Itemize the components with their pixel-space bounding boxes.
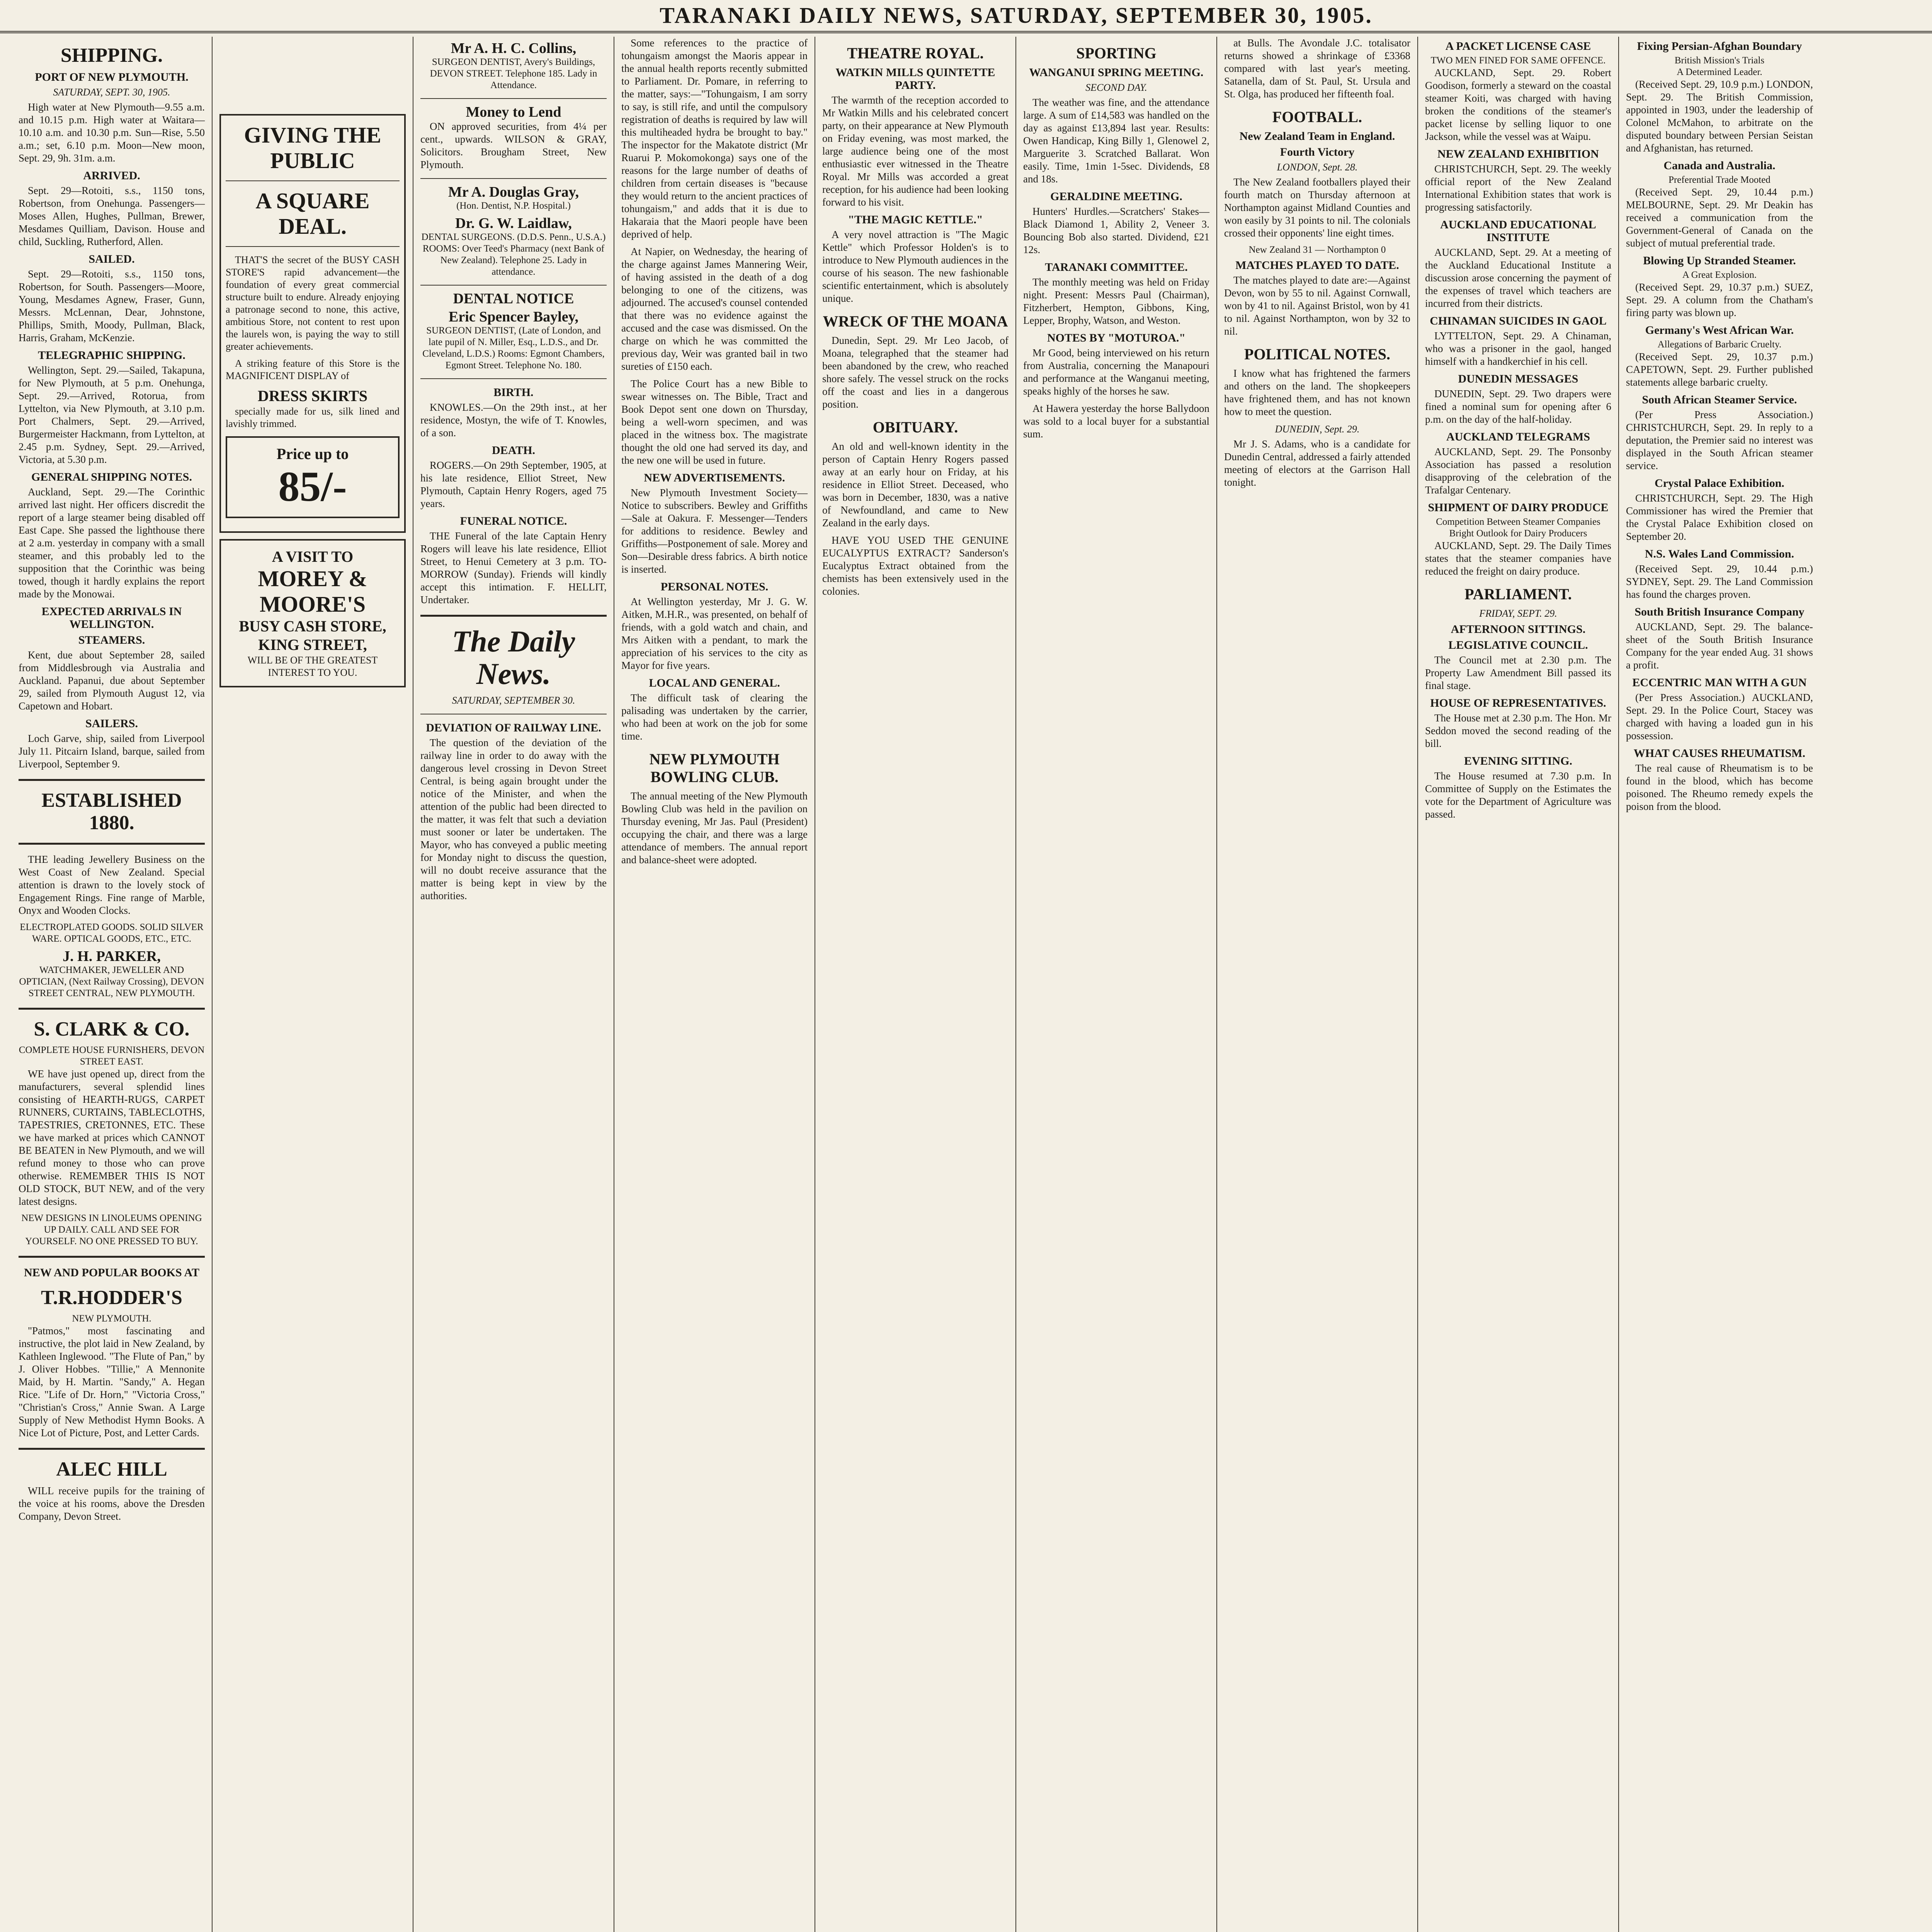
local-text: The difficult task of clearing the palisading was undertaken by the carrier, who had been at work on the job for some time. [621,692,808,742]
parliament-sub: AFTERNOON SITTINGS. [1451,623,1586,636]
dunedin-text: Mr J. S. Adams, who is a candidate for Dunedin Central, addressed a fairly attended meeting of electors at the Garrison Hall tonight. [1224,438,1410,488]
arrived-heading: ARRIVED. [83,169,140,182]
parliament-date: FRIDAY, SEPT. 29. [1479,608,1557,619]
morey-name: MOREY & MOORE'S [258,566,367,617]
visit: A VISIT TO [272,548,354,565]
telegrams-heading: AUCKLAND TELEGRAMS [1446,430,1590,443]
theatre-text: The warmth of the reception accorded to Mr Watkin Mills and his celebrated concert party, on their appearance at New Plymouth on Friday evening, was most marked, the large audience being one of the most enthusiastic ever witnessed in the Theatre Royal. Mr Mills was accorded a great reception, for his audience had been looking forward to his visit. [822,94,1009,208]
column-cables [1619,37,1820,1932]
price-value: 85/- [278,463,347,510]
bowling-text: The annual meeting of the New Plymouth Bowling Club was held in the pavilion on Thursday evening, Mr Jas. Paul (President) occupying the chair, and there was a large attendance of members. The annual report and balance-sheet were adopted. [621,790,808,866]
dairy-sub: Competition Between Steamer Companies [1436,517,1600,527]
rheumatism-text: The real cause of Rheumatism is to be found in the blood, which has become poisoned. The Rheumo remedy expels the poison from the blood. [1626,762,1813,812]
eucalyptus-text: HAVE YOU USED THE GENUINE EUCALYPTUS EXTRACT? Sanderson's Eucalyptus Extract obtained from the chemists has been extensively used in the colonies. [822,534,1009,597]
parliament-heading: PARLIAMENT. [1464,585,1572,603]
committee-text: The monthly meeting was held on Friday night. Present: Messrs Paul (Chairman), Fitzherbert, Hempton, Gibbons, King, Lepper, Brophy, Watson, and Weston. [1023,276,1209,326]
educational-heading: AUCKLAND EDUCATIONAL INSTITUTE [1440,218,1596,244]
clark-line: COMPLETE HOUSE FURNISHERS, DEVON STREET EAST. [19,1045,205,1067]
column-local [614,37,815,1932]
dairy-text: AUCKLAND, Sept. 29. The Daily Times states that the steamer companies have reduced the freight on dairy produce. [1425,540,1611,577]
legislative-text: The Council met at 2.30 p.m. The Property Law Amendment Bill passed its final stage. [1425,654,1611,691]
page-columns [12,37,1932,1932]
legislative-heading: LEGISLATIVE COUNCIL. [1448,639,1588,651]
local-heading: LOCAL AND GENERAL. [649,677,780,689]
chinaman-heading: CHINAMAN SUICIDES IN GAOL [1430,315,1607,327]
shipping-date: SATURDAY, SEPT. 30, 1905. [53,87,170,98]
birth-heading: BIRTH. [493,386,534,399]
death-text: ROGERS.—On 29th September, 1905, at his late residence, Elliot Street, New Plymouth, Captain Henry Rogers, aged 75 years. [420,459,607,509]
parker-line: WATCHMAKER, JEWELLER AND OPTICIAN, (Next Railway Crossing), DEVON STREET CENTRAL, NEW PLYMOUTH. [19,965,204,998]
matches-text: The matches played to date are:—Against Devon, won by 55 to nil. Against Cornwall, won by 41 to nil. Against Bristol, won by 41 to nil. Against Northampton, won by 32 to nil. [1224,274,1410,337]
evening-heading: EVENING SITTING. [1464,755,1573,767]
hodder-name: T.R.HODDER'S [41,1287,182,1309]
tides: High water at New Plymouth—9.55 a.m. and 10.15 p.m. High water at Waitara—10.10 a.m. and 10.30 p.m. Sun—Rise, 5.50 a.m.; set, 6.10 p.m. Moon—New moon, Sept. 29, 9h. 31m. a.m. [19,101,205,164]
dress-skirts: DRESS SKIRTS [257,387,368,405]
police-text: The Police Court has a new Bible to swear witnesses on. The Bible, Tract and Book Depot sent one down on Thursday, being a well-worn specimen, and was placed in the witness box. The magistrate thought the old one had served its day, and the new one will be used in future. [621,378,808,466]
theatre-heading: THEATRE ROYAL. [847,44,984,62]
representatives-heading: HOUSE OF REPRESENTATIVES. [1430,697,1606,709]
football-scores: New Zealand 31 — Northampton 0 [1248,245,1386,255]
general-heading: GENERAL SHIPPING NOTES. [31,471,192,483]
steamer-heading: South African Steamer Service. [1642,393,1797,406]
laidlaw-lines: DENTAL SURGEONS. (D.D.S. Penn., U.S.A.) ROOMS: Over Teed's Pharmacy (next Bank of New Zealand). Telephone 25. Lady in attendance. [421,232,606,277]
sporting-text: The weather was fine, and the attendance large. A sum of £14,583 was handled on the day as against £13,894 last year. Results: Owen Handicap, King Billy 1, Glenowel 2, Marguerite 3. Scratched Ballarat. Won easily. Time, 1min 1-5sec. Dividends, £8 and 18s. [1023,97,1209,185]
council-text: At Napier, on Wednesday, the hearing of the charge against James Mannering Weir, of having assisted in the death of a dog belonging to one of the citizens, was adjourned. The accused's counsel contended that there was no evidence against the accused and the case was dismissed. On the charge on which he was committed the previous day, Weir was granted bail in two sureties of £150 each. [621,246,808,372]
sailed-heading: SAILED. [88,253,135,265]
clark-name: S. CLARK & CO. [34,1018,190,1040]
hill-text: WILL receive pupils for the training of the voice at his rooms, above the Dresden Company, Devon Street. [19,1485,205,1522]
gun-text: (Per Press Association.) AUCKLAND, Sept. 29. In the Police Court, Stacey was charged with having a loaded gun in his possession. [1626,692,1813,742]
telegraphic-text: Wellington, Sept. 29.—Sailed, Takapuna, for New Plymouth, at 5 p.m. Onehunga, Sept. 29.—Arrived, Rotorua, from Lyttelton, via New Plymouth, at 3.10 p.m. Port Chalmers, Sept. 29.—Arrived, Burgermeister Hackmann, from Lyttelton, at 2.45 p.m. Sydney, Sept. 29.—Arrived, Victoria, at 5.30 p.m. [19,364,205,465]
persian-text: (Received Sept. 29, 10.9 p.m.) LONDON, Sept. 29. The British Commission, appointed in 1903, under the leadership of Colonel McMahon, to arbitrate on the disputed boundary between Persian Seistan and Afghanistan, has returned. [1626,78,1813,154]
football-heading: FOOTBALL. [1272,108,1362,126]
laidlaw-name: Dr. G. W. Laidlaw, [455,215,572,231]
crystal-heading: Crystal Palace Exhibition. [1655,477,1784,490]
packet-sub: TWO MEN FINED FOR SAME OFFENCE. [1430,55,1606,66]
dairy-sub2: Bright Outlook for Dairy Producers [1449,528,1587,539]
collins-lines: SURGEON DENTIST, Avery's Buildings, DEVON STREET. Telephone 185. Lady in Attendance. [430,57,597,90]
gray-name: Mr A. Douglas Gray, [448,184,579,200]
educational-text: AUCKLAND, Sept. 29. At a meeting of the Auckland Educational Institute a discussion arose concerning the payment of the expenses of travel which teachers are incurred from their districts. [1425,247,1611,309]
column-ads [213,37,413,1932]
bayley-lines: SURGEON DENTIST, (Late of London, and late pupil of N. Miller, Esq., L.D.S., and Dr. Cleveland, L.D.S.) Rooms: Egmont Chambers, Egmont Street. Telephone No. 180. [422,325,605,371]
column-sporting [1016,37,1217,1932]
shipping-heading: SHIPPING. [60,44,163,66]
telegrams-text: AUCKLAND, Sept. 29. The Ponsonby Association has passed a resolution disapproving of the celebration of the Trafalgar Centenary. [1425,446,1611,496]
funeral-text: THE Funeral of the late Captain Henry Rogers will leave his late residence, Elliot Street, to Henui Cemetery at 3 p.m. TO-MORROW (Sunday). Friends will kindly accept this intimation. F. HELLIT, Undertaker. [420,530,607,605]
rheumatism-heading: WHAT CAUSES RHEUMATISM. [1633,747,1806,760]
gun-heading: ECCENTRIC MAN WITH A GUN [1632,676,1807,689]
moana-text: Dunedin, Sept. 29. Mr Leo Jacob, of Moana, telegraphed that the steamer had been abandoned by the crew, who reached shore safely. The vessel struck on the rocks off the coast and lies in a dangerous position. [822,335,1009,410]
exhibition-heading: NEW ZEALAND EXHIBITION [1437,148,1599,160]
theatre-sub: WATKIN MILLS QUINTETTE PARTY. [835,66,995,92]
morey-line2: KING STREET, [258,636,367,653]
masthead: TARANAKI DAILY NEWS, SATURDAY, SEPTEMBER 30, 1905. [0,0,1932,33]
geraldine-text: Hunters' Hurdles.—Scratchers' Stakes—Black Diamond 1, Ability 2, Veneer 3. Bouncing Bob also started. Dividend, £21 12s. [1023,206,1209,255]
dairy-heading: SHIPMENT OF DAIRY PRODUCE [1428,501,1609,514]
insurance-text: AUCKLAND, Sept. 29. The balance-sheet of the South British Insurance Company for the year ended Aug. 31 shows a profit. [1626,621,1813,671]
hodder-line: NEW PLYMOUTH. [72,1313,151,1324]
giving-line1: GIVING THE PUBLIC [244,122,381,173]
sporting-cont: at Bulls. The Avondale J.C. totalisator returns showed a shrinkage of £3368 compared with last year's meeting. Satanella, dam of St. Paul, St. Ursula and St. Olga, has produced her fifteenth foal. [1224,37,1410,100]
dunedin-date: DUNEDIN, Sept. 29. [1275,423,1360,435]
morey-line3: WILL BE OF THE GREATEST INTEREST TO YOU. [247,655,378,678]
stranded-heading: Blowing Up Stranded Steamer. [1643,254,1796,267]
persian-heading: Fixing Persian-Afghan Boundary [1637,40,1802,53]
funeral-heading: FUNERAL NOTICE. [460,515,567,527]
morey-moore-ad [219,539,406,687]
notice-heading: DENTAL NOTICE [453,291,574,307]
obituary-heading: OBITUARY. [872,418,958,436]
notices-text: New Plymouth Investment Society—Notice to subscribers. Bewley and Griffiths—Sale at Oakura. F. Messenger—Tenders for additions to residence. Bewley and Griffiths—Postponement of sale. Morey and Son—Desirable dress fabrics. A birth notice is inserted. [621,487,808,575]
football-date: LONDON, Sept. 28. [1277,162,1358,173]
moana-heading: WRECK OF THE MOANA [823,313,1008,330]
stranded-text: (Received Sept. 29, 10.37 p.m.) SUEZ, Sept. 29. A column from the Chatham's firing party was blown up. [1626,281,1813,318]
sailed-text: Sept. 29—Rotoiti, s.s., 1150 tons, Robertson, for South. Passengers—Moore, Young, Mesdames Agnew, Fraser, Gunn, Messrs. McLennan, Dear, Johnstone, Phillips, Smith, Moody, Pullman, Black, Harris, Graham, McKenzie. [19,268,205,344]
representatives-text: The House met at 2.30 p.m. The Hon. Mr Seddon moved the second reading of the bill. [1425,712,1611,749]
dunedin-text: DUNEDIN, Sept. 29. Two drapers were fined a nominal sum for opening after 6 p.m. on the day of the half-holiday. [1425,388,1611,425]
bowling-heading: NEW PLYMOUTH BOWLING CLUB. [649,750,780,786]
daily-news-logo: The Daily News. [452,624,575,690]
personal-text: At Wellington yesterday, Mr J. G. W. Aitken, M.H.R., was presented, on behalf of friends, with a gold watch and chain, and Mrs Aitken with a pendant, to mark the appreciation of his services to the city as Mayor for five years. [621,596,808,671]
money-heading: Money to Lend [466,104,561,120]
insurance-heading: South British Insurance Company [1634,605,1804,618]
africa-sub: Allegations of Barbaric Cruelty. [1657,339,1782,350]
price-up: Price up to [276,445,349,463]
obituary-text: An old and well-known identity in the person of Captain Henry Rogers passed away at an early hour on Friday, at his residence in Elliot Street. Deceased, who was born in December, 1830, was a native of Newfoundland, and came to New Zealand in the early days. [822,440,1009,529]
expected-heading: EXPECTED ARRIVALS IN WELLINGTON. [41,605,182,631]
sporting-heading: SPORTING [1076,44,1156,62]
political-heading: POLITICAL NOTES. [1244,345,1390,363]
column-telegrams [1418,37,1619,1932]
political-text: I know what has frightened the farmers and others on the land. The shopkeepers have frightened them, and has not known how to meet the question. [1224,367,1410,417]
busy-cash-store-ad [219,114,406,533]
hill-name: ALEC HILL [56,1458,167,1480]
steamers-text: Kent, due about September 28, sailed from Middlesbrough via Australia and Auckland. Papanui, due about September 29, sailed from Plymouth August 12, via Capetown and Hobart. [19,649,205,712]
established-text: THE leading Jewellery Business on the West Coast of New Zealand. Special attention is drawn to the lovely stock of Engagement Rings. Fine range of Marble, Onyx and Wooden Clocks. [19,854,205,916]
death-heading: DEATH. [492,444,535,457]
giving-text: THAT'S the secret of the BUSY CASH STORE'S rapid advancement—the foundation of every great commercial structure built to endure. Already enjoying a patronage second to none, this active, ambitious Store, not content to rest upon the laurels won, is paying the way to still greater achievements. [226,254,400,352]
column-shipping [12,37,213,1932]
sailers-heading: SAILERS. [85,717,138,730]
deviation-text: The question of the deviation of the railway line in order to do away with the dangerous level crossing in Devon Street Central, is being again brought under the notice of the Minister, and when the attention of the public had been directed to the matter, it was felt that such a deviation must sooner or later be undertaken. The Mayor, who has conveyed a public meeting for Monday night to discuss the question, will no doubt receive assurance that the matter is being kept in view by the authorities. [420,737,607,901]
persian-sub2: A Determined Leader. [1677,67,1762,77]
canada-text: (Received Sept. 29, 10.44 p.m.) MELBOURNE, Sept. 29. Mr Deakin has received a communication from the Government-General of Canada on the subject of mutual preferential trade. [1626,186,1813,249]
hawera-text: At Hawera yesterday the horse Ballydoon was sold to a local buyer for a substantial sum. [1023,403,1209,440]
collins-name: Mr A. H. C. Collins, [451,40,577,56]
stranded-sub: A Great Explosion. [1682,270,1757,280]
books-heading: NEW AND POPULAR BOOKS AT [24,1266,199,1279]
steamers-heading: STEAMERS. [78,634,145,646]
matches-heading: MATCHES PLAYED TO DATE. [1235,259,1399,272]
kettle-text: A very novel attraction is "The Magic Kettle" which Professor Holden's is to introduce to New Plymouth audiences in the course of his season. The new fashionable scientific entertainment, which is absolutely unique. [822,229,1009,304]
africa-heading: Germany's West African War. [1645,324,1794,337]
sporting-sub: WANGANUI SPRING MEETING. [1029,66,1204,79]
packet-text: AUCKLAND, Sept. 29. Robert Goodison, formerly a steward on the coastal steamer Koiti, was charged with having broken the conditions of the steamer's packet license by selling liquor to one Jackson, while the vessel was at Waipu. [1425,67,1611,142]
steamer-text: (Per Press Association.) CHRISTCHURCH, Sept. 29. In reply to a deputation, the Premier said no interest was displayed in the South African steamer service. [1626,409,1813,471]
football-text: The New Zealand footballers played their fourth match on Thursday afternoon at Northampton against Midland Counties and won easily by 31 points to nil. The colonials crossed their opponents' line eight times. [1224,176,1410,239]
deviation-heading: DEVIATION OF RAILWAY LINE. [426,721,601,734]
chinaman-text: LYTTELTON, Sept. 29. A Chinaman, who was a prisoner in the gaol, hanged himself with a handkerchief in his cell. [1425,330,1611,367]
money-text: ON approved securities, from 4¼ per cent., upwards. WILSON & GRAY, Solicitors. Brougham Street, New Plymouth. [420,121,607,170]
packet-heading: A PACKET LICENSE CASE [1445,40,1591,53]
price-box [226,436,400,518]
clark-text: WE have just opened up, direct from the manufacturers, several splendid lines consisting of HEARTH-RUGS, CARPET RUNNERS, CURTAINS, TABLECLOTHS, TAPESTRIES, CRETONNES, ETC. These we have marked at prices which CANNOT BE BEATEN in New Plymouth, and we will refund money to those who can prove otherwise. REMEMBER THIS IS NOT OLD STOCK, BUT NEW, and of the very latest designs. [19,1068,205,1207]
motuora-heading: NOTES BY "MOTUROA." [1047,332,1186,344]
second-day: SECOND DAY. [1085,82,1147,93]
column-football [1217,37,1418,1932]
skirts-text: specially made for us, silk lined and lavishly trimmed. [226,406,400,429]
fourth-heading: Fourth Victory [1280,146,1355,158]
birth-text: KNOWLES.—On the 29th inst., at her residence, Mostyn, the wife of T. Knowles, of a son. [420,401,607,439]
linoleums: NEW DESIGNS IN LINOLEUMS OPENING UP DAILY. CALL AND SEE FOR YOURSELF. NO ONE PRESSED TO BUY. [21,1213,202,1247]
bayley-name: Eric Spencer Bayley, [449,309,578,325]
canada-heading: Canada and Australia. [1663,159,1776,172]
giving-line2: A SQUARE DEAL. [255,188,370,239]
geraldine-heading: GERALDINE MEETING. [1050,190,1182,203]
exhibition-text: CHRISTCHURCH, Sept. 29. The weekly official report of the New Zealand International Exhibition states that work is progressing satisfactorily. [1425,163,1611,213]
motuora-text: Mr Good, being interviewed on his return from Australia, concerning the Manapouri and performance at the Wanganui meeting, speaks highly of the horses he saw. [1023,347,1209,397]
crystal-text: CHRISTCHURCH, Sept. 29. The High Commissioner has wired the Premier that the Crystal Palace Exhibition closed on September 20. [1626,492,1813,542]
notices-heading: NEW ADVERTISEMENTS. [644,471,785,484]
port-name: PORT OF NEW PLYMOUTH. [35,71,189,83]
africa-text: (Received Sept. 29, 10.37 p.m.) CAPETOWN, Sept. 29. Further published statements allege barbaric cruelty. [1626,351,1813,388]
personal-heading: PERSONAL NOTES. [660,580,769,593]
persian-sub: British Mission's Trials [1674,55,1765,66]
football-sub: New Zealand Team in England. [1239,130,1395,143]
daily-news-date: SATURDAY, SEPTEMBER 30. [452,695,575,706]
tohunga-text: Some references to the practice of tohungaism amongst the Maoris appear in the annual health reports recently submitted to Parliament. Dr. Pomare, in referring to the matter, says:—"Tohungaism, I am sorry to say, is still rife, and until the compulsory registration of deaths is required by law will this multiheaded hydra be brought to bay." The inspector for the Makatote district (Mr Ruarui P. Mokomokonga) says one of the reasons for the large number of deaths of children from certain diseases is "because they would return to the ancient practices of tohungaism," and adds that it is due to Hakaraia that the Maori people have been deprived of help. [621,37,808,240]
column-professional [413,37,614,1932]
evening-text: The House resumed at 7.30 p.m. In Committee of Supply on the Estimates the vote for the Department of Agriculture was passed. [1425,770,1611,820]
telegraphic-heading: TELEGRAPHIC SHIPPING. [38,349,185,362]
books-text: "Patmos," most fascinating and instructive, the plot laid in New Zealand, by Kathleen Inglewood. "The Flute of Pan," by J. Oliver Hobbes. "Tillie," A Mennonite Maid, by H. Martin. "Sandy," A. Hegan Rice. "Life of Dr. Horn," "Victoria Cross," "Christian's Cross," Annie Swan. A Large Supply of New Methodist Hymn Books. A Nice Lot of Picture, Post, and Letter Cards. [19,1325,205,1439]
column-theatre [815,37,1016,1932]
electroplated: ELECTROPLATED GOODS. SOLID SILVER WARE. OPTICAL GOODS, ETC., ETC. [20,922,204,944]
canada-sub: Preferential Trade Mooted [1668,175,1770,185]
morey-line1: BUSY CASH STORE, [239,617,386,635]
committee-heading: TARANAKI COMMITTEE. [1045,261,1188,274]
nsw-heading: N.S. Wales Land Commission. [1645,548,1794,560]
established-heading: ESTABLISHED 1880. [41,789,182,834]
dunedin-heading: DUNEDIN MESSAGES [1458,372,1578,385]
parker-name: J. H. PARKER, [63,948,161,964]
general-text: Auckland, Sept. 29.—The Corinthic arrived last night. Her officers discredit the report of a large steamer being disabled off East Cape. She passed the lighthouse there at 2 a.m. yesterday in company with a small steamer, and this probably led to the supposition that the Corinthic was being towed, though it hardly explains the report made by the Monowai. [19,486,205,600]
nsw-text: (Received Sept. 29, 10.44 p.m.) SYDNEY, Sept. 29. The Land Commission has found the charges proven. [1626,563,1813,600]
giving-text2: A striking feature of this Store is the MAGNIFICENT DISPLAY of [226,358,400,381]
kettle-heading: "THE MAGIC KETTLE." [848,213,983,226]
gray-lines: (Hon. Dentist, N.P. Hospital.) [456,201,571,211]
sailers-text: Loch Garve, ship, sailed from Liverpool July 11. Pitcairn Island, barque, sailed from Liverpool, September 9. [19,733,205,770]
arrived-text: Sept. 29—Rotoiti, s.s., 1150 tons, Robertson, from Onehunga. Passengers—Moses Allen, Hughes, Pullman, Brewer, Mesdames Quilliam, Davison. House and child, Suckling, Rutherford, Allen. [19,185,205,247]
